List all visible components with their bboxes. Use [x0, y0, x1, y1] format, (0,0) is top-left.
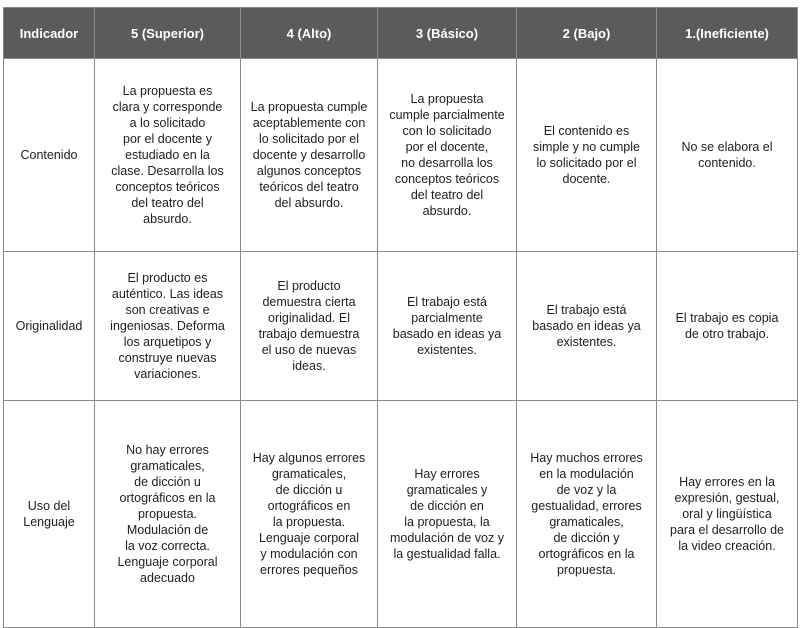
table-row	[4, 59, 798, 252]
table-cell: No se elabora el contenido.	[657, 59, 798, 252]
header-ineficiente: 1.(Ineficiente)	[657, 8, 798, 59]
table-cell: El trabajo es copia de otro trabajo.	[657, 252, 798, 401]
table-body	[4, 59, 798, 628]
table-cell: Hay errores en la expresión, gestual, oral y lingüística para el desarrollo de la video creación.	[657, 401, 798, 628]
table-cell: Hay muchos errores en la modulación de voz y la gestualidad, errores gramaticales, de dicción y ortográficos en la propuesta.	[517, 401, 657, 628]
header-alto: 4 (Alto)	[241, 8, 378, 59]
table-header	[4, 8, 798, 59]
table-row	[4, 401, 798, 628]
table-cell: No hay errores gramaticales, de dicción u ortográficos en la propuesta. Modulación de la voz correcta. Lenguaje corporal adecuado	[95, 401, 241, 628]
table-cell: La propuesta cumple aceptablemente con lo solicitado por el docente y desarrollo algunos conceptos teóricos del teatro del absurdo.	[241, 59, 378, 252]
table-cell: La propuesta es clara y corresponde a lo solicitado por el docente y estudiado en la clase. Desarrolla los conceptos teóricos del teatro del absurdo.	[95, 59, 241, 252]
row-indicator-label: Contenido	[4, 59, 95, 252]
header-bajo: 2 (Bajo)	[517, 8, 657, 59]
table-cell: El trabajo está parcialmente basado en ideas ya existentes.	[378, 252, 517, 401]
row-indicator-label: Originalidad	[4, 252, 95, 401]
header-basico: 3 (Básico)	[378, 8, 517, 59]
table-cell: El producto demuestra cierta originalidad. El trabajo demuestra el uso de nuevas ideas.	[241, 252, 378, 401]
header-row	[4, 8, 798, 59]
table-cell: Hay algunos errores gramaticales, de dicción u ortográficos en la propuesta. Lenguaje corporal y modulación con errores pequeños	[241, 401, 378, 628]
row-indicator-label: Uso del Lenguaje	[4, 401, 95, 628]
header-indicador: Indicador	[4, 8, 95, 59]
table-cell: La propuesta cumple parcialmente con lo solicitado por el docente, no desarrolla los conceptos teóricos del teatro del absurdo.	[378, 59, 517, 252]
table-cell: Hay errores gramaticales y de dicción en la propuesta, la modulación de voz y la gestualidad falla.	[378, 401, 517, 628]
rubric-table	[3, 7, 798, 628]
table-cell: El trabajo está basado en ideas ya existentes.	[517, 252, 657, 401]
table-cell: El contenido es simple y no cumple lo solicitado por el docente.	[517, 59, 657, 252]
table-cell: El producto es auténtico. Las ideas son creativas e ingeniosas. Deforma los arquetipos y construye nuevas variaciones.	[95, 252, 241, 401]
table-row	[4, 252, 798, 401]
header-superior: 5 (Superior)	[95, 8, 241, 59]
